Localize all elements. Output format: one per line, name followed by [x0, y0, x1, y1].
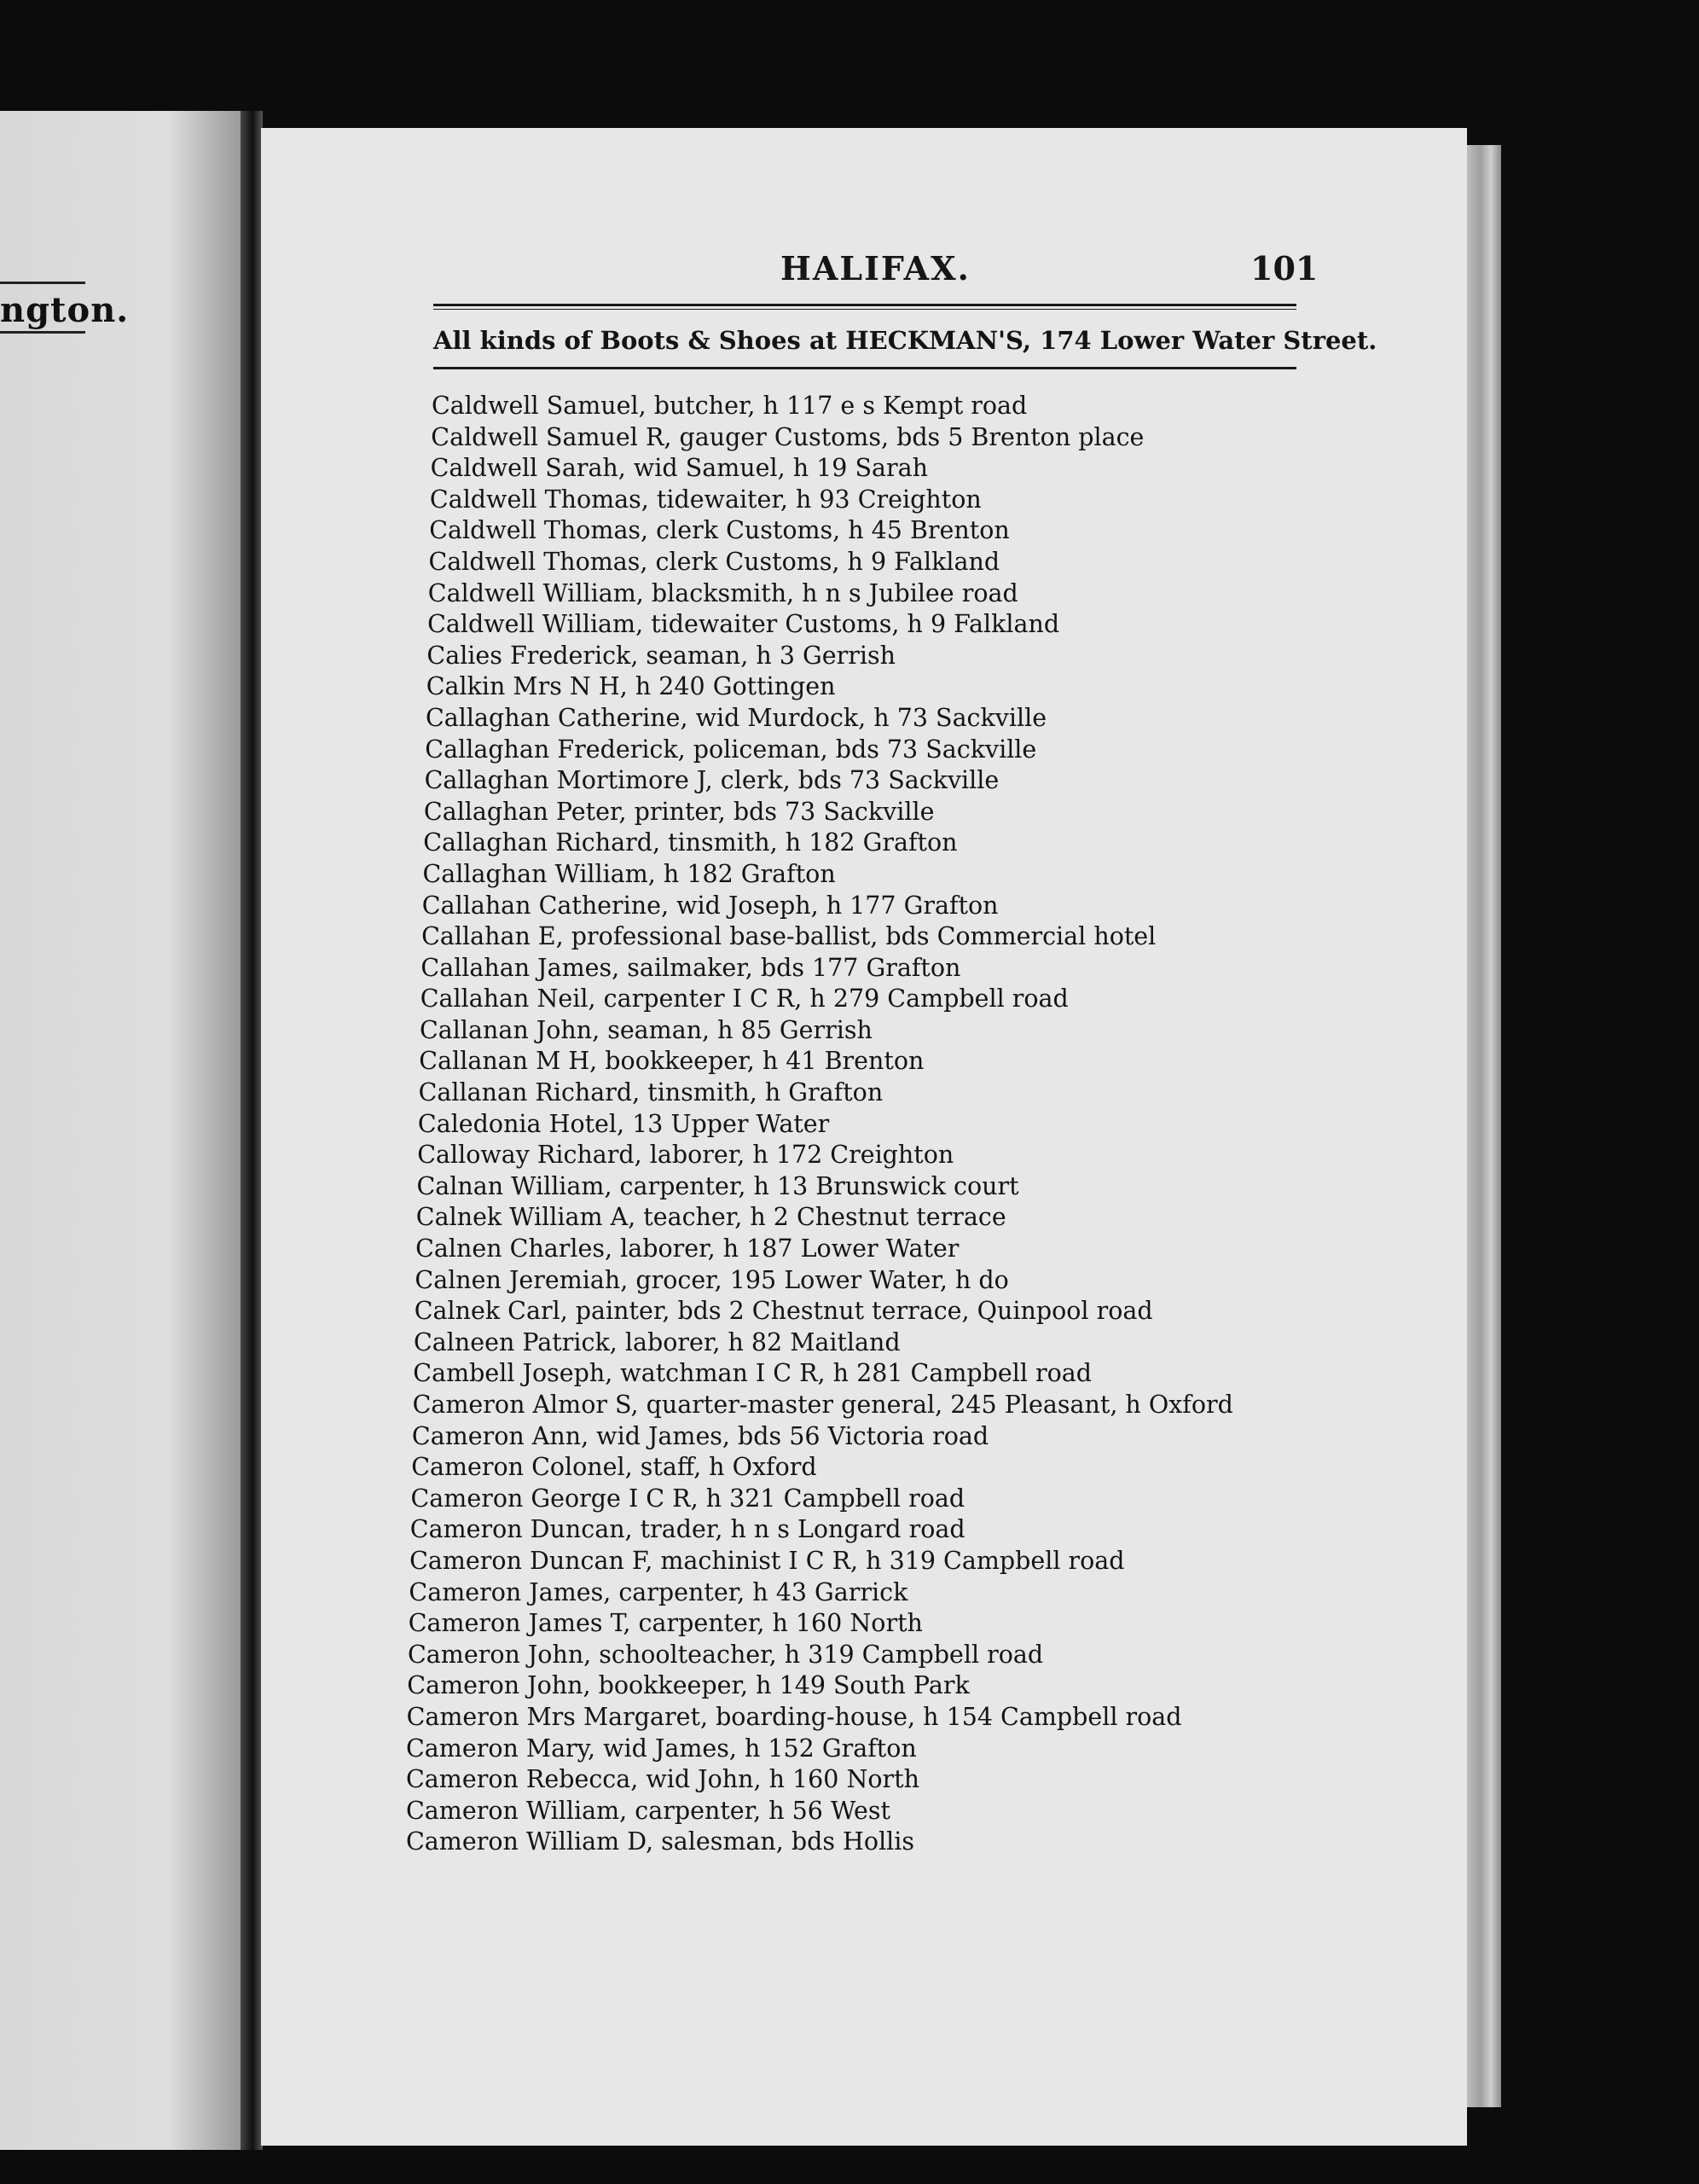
directory-entry: Cameron Rebecca, wid John, h 160 North [406, 1765, 919, 1794]
directory-entry: Callanan Richard, tinsmith, h Grafton [418, 1078, 884, 1107]
directory-entry: Cameron James, carpenter, h 43 Garrick [409, 1577, 908, 1606]
directory-entry: Cambell Joseph, watchman I C R, h 281 Campbell road [413, 1359, 1093, 1388]
directory-entry: Cameron William, carpenter, h 56 West [406, 1796, 890, 1825]
directory-entry: Calnen Jeremiah, grocer, 195 Lower Water, h do [415, 1265, 1009, 1294]
header-rule-top-thin [433, 309, 1296, 310]
directory-entry: Cameron George I C R, h 321 Campbell road [410, 1484, 965, 1513]
directory-entry: Calneen Patrick, laborer, h 82 Maitland [414, 1327, 901, 1356]
directory-entry: Cameron Mary, wid James, h 152 Grafton [406, 1734, 917, 1763]
directory-entry: Caldwell William, tidewaiter Customs, h 9 Falkland [427, 610, 1060, 639]
directory-entry: Calnek Carl, painter, bds 2 Chestnut terrace, Quinpool road [414, 1297, 1153, 1326]
directory-entry: Cameron Mrs Margaret, boarding-house, h 154 Campbell road [406, 1702, 1182, 1731]
directory-entry: Callaghan Catherine, wid Murdock, h 73 Sackville [426, 703, 1047, 732]
directory-entry: Callanan John, seaman, h 85 Gerrish [420, 1015, 873, 1044]
page-number: 101 [1250, 249, 1319, 288]
directory-entry: Callaghan Frederick, policeman, bds 73 Sackville [425, 735, 1037, 764]
directory-entries [406, 391, 1293, 1858]
running-title: HALIFAX. [780, 249, 971, 288]
directory-entry: Calnek William A, teacher, h 2 Chestnut terrace [415, 1203, 1006, 1232]
directory-entry: Calnen Charles, laborer, h 187 Lower Water [415, 1234, 960, 1263]
directory-entry: Callaghan Richard, tinsmith, h 182 Grafton [423, 828, 958, 857]
facing-page-rule-bottom [0, 331, 85, 334]
directory-entry: Caldwell William, blacksmith, h n s Jubilee road [427, 578, 1018, 607]
directory-entry: Callahan James, sailmaker, bds 177 Grafton [420, 953, 961, 982]
page-edge [1467, 145, 1501, 2107]
facing-page [0, 111, 241, 2150]
facing-page-heading: ngton. [0, 290, 130, 330]
directory-entry: Cameron John, bookkeeper, h 149 South Park [407, 1671, 970, 1700]
directory-entry: Calnan William, carpenter, h 13 Brunswick court [416, 1171, 1019, 1200]
book-gutter [241, 111, 263, 2150]
directory-entry: Cameron Colonel, staff, h Oxford [411, 1453, 817, 1482]
directory-entry: Calkin Mrs N H, h 240 Gottingen [426, 672, 836, 701]
facing-page-rule-top [0, 282, 85, 284]
directory-entry: Cameron Duncan F, machinist I C R, h 319 Campbell road [409, 1546, 1125, 1575]
directory-entry: Callaghan Mortimore J, clerk, bds 73 Sackville [424, 766, 1000, 795]
directory-entry: Cameron John, schoolteacher, h 319 Campbell road [408, 1640, 1044, 1669]
advertisement-banner: All kinds of Boots & Shoes at HECKMAN'S, 174 Lower Water Street. [433, 326, 1377, 355]
header-rule-top [433, 304, 1296, 306]
directory-entry: Callaghan William, h 182 Grafton [422, 859, 836, 888]
directory-entry: Cameron William D, salesman, bds Hollis [406, 1827, 915, 1856]
directory-entry: Calloway Richard, laborer, h 172 Creighton [417, 1141, 954, 1170]
directory-entry: Cameron James T, carpenter, h 160 North [408, 1609, 923, 1638]
directory-entry: Callahan E, professional base-ballist, bds Commercial hotel [421, 922, 1157, 951]
directory-entry: Caldwell Thomas, clerk Customs, h 9 Falkland [428, 547, 1000, 576]
directory-entry: Cameron Duncan, trader, h n s Longard road [409, 1515, 965, 1544]
directory-entry: Callanan M H, bookkeeper, h 41 Brenton [419, 1047, 925, 1076]
directory-entry: Caledonia Hotel, 13 Upper Water [417, 1109, 830, 1138]
directory-entry: Caldwell Samuel R, gauger Customs, bds 5 Brenton place [431, 422, 1145, 451]
directory-entry: Caldwell Thomas, tidewaiter, h 93 Creighton [429, 485, 982, 514]
directory-entry: Caldwell Sarah, wid Samuel, h 19 Sarah [430, 454, 928, 483]
header-rule-bottom [433, 367, 1296, 369]
directory-entry: Cameron Ann, wid James, bds 56 Victoria road [411, 1421, 989, 1450]
directory-entry: Callaghan Peter, printer, bds 73 Sackville [423, 797, 935, 826]
directory-entry: Callahan Catherine, wid Joseph, h 177 Grafton [421, 891, 999, 920]
directory-entry: Callahan Neil, carpenter I C R, h 279 Campbell road [420, 985, 1069, 1014]
directory-entry: Calies Frederick, seaman, h 3 Gerrish [426, 641, 896, 670]
directory-entry: Cameron Almor S, quarter-master general, 245 Pleasant, h Oxford [412, 1391, 1233, 1419]
directory-entry: Caldwell Thomas, clerk Customs, h 45 Brenton [429, 516, 1010, 545]
directory-entry: Caldwell Samuel, butcher, h 117 e s Kempt road [432, 392, 1028, 420]
